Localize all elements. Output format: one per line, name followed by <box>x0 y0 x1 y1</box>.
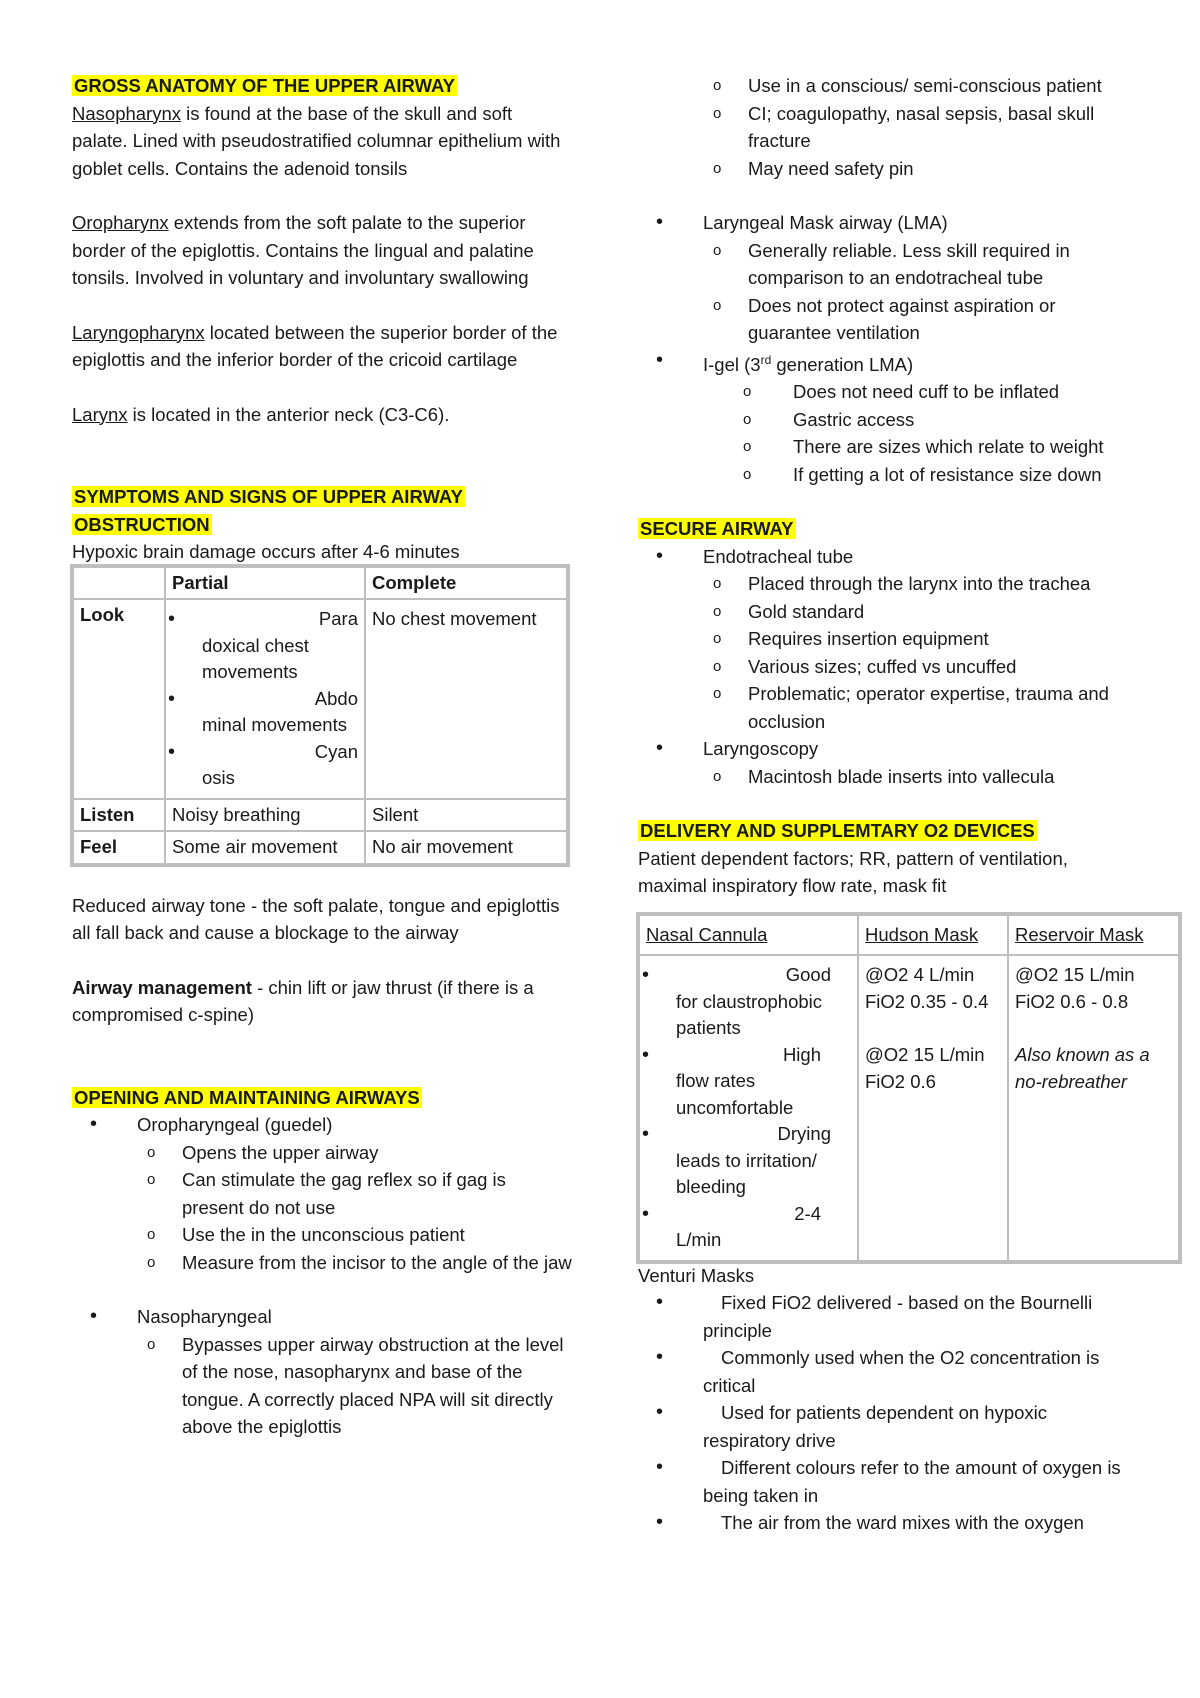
row-header-listen: Listen <box>73 799 165 832</box>
circle-bullet-icon: o <box>743 383 752 401</box>
feel-complete-cell: No air movement <box>365 831 567 864</box>
naso-list <box>72 1303 572 1441</box>
secure-list <box>638 543 1138 791</box>
bullet-icon: • <box>656 544 664 567</box>
reduced-tone-para: Reduced airway tone - the soft palate, tongue and epiglottis all fall back and cause a blockage to the airway <box>72 894 560 943</box>
list-item: o Does not protect against aspiration or guarantee ventilation <box>638 292 1138 347</box>
bullet-icon: • <box>656 1511 664 1534</box>
list-item: • The air from the ward mixes with the oxygen <box>638 1509 1138 1537</box>
list-item: • Endotracheal tube <box>638 543 1138 571</box>
circle-bullet-icon: o <box>713 685 722 703</box>
circle-bullet-icon: o <box>713 104 722 122</box>
circle-bullet-icon: o <box>743 410 752 428</box>
symptoms-intro: Hypoxic brain damage occurs after 4-6 minutes <box>72 541 460 562</box>
circle-bullet-icon: o <box>147 1143 156 1161</box>
circle-bullet-icon: o <box>147 1226 156 1243</box>
bullet-icon: • <box>642 964 650 987</box>
bullet-icon: • <box>642 1043 650 1066</box>
list-item: • Commonly used when the O2 concentration is critical <box>656 1346 1100 1396</box>
list-item: o Generally reliable. Less skill required in comparison to an endotracheal tube <box>638 237 1138 292</box>
airway-management-para: Airway management - chin lift or jaw thrust (if there is a compromised c-spine) <box>72 976 534 1025</box>
right-column <box>638 72 1150 1537</box>
npa-list <box>638 72 1138 182</box>
circle-bullet-icon: o <box>713 241 722 259</box>
circle-bullet-icon: o <box>743 465 752 483</box>
bullet-icon: • <box>90 1113 98 1135</box>
circle-bullet-icon: o <box>713 767 722 785</box>
list-item: o CI; coagulopathy, nasal sepsis, basal skull fracture <box>638 100 1138 155</box>
list-item: o Placed through the larynx into the trachea <box>638 570 1138 598</box>
obstruction-table <box>72 566 568 865</box>
left-column <box>72 72 572 1441</box>
list-item: o Requires insertion equipment <box>638 625 1138 653</box>
bullet-icon: • <box>656 211 664 233</box>
col-header-partial: Partial <box>165 567 365 600</box>
circle-bullet-icon: o <box>713 630 722 648</box>
para-laryngopharynx: Laryngopharynx located between the superior border of the epiglottis and the inferior border of the cricoid cartilage <box>72 321 558 370</box>
table-row <box>73 831 567 864</box>
list-item: • Fixed FiO2 delivered - based on the Bournelli principle <box>656 1291 1093 1341</box>
bullet-icon: • <box>168 608 176 630</box>
list-item: • 2-4 L/min <box>642 1202 821 1251</box>
o2-devices-table <box>638 914 1180 1262</box>
list-item: o May need safety pin <box>638 155 1138 183</box>
lma-list <box>638 209 1138 488</box>
list-item: • I-gel (3rd generation LMA) <box>656 348 914 375</box>
bullet-icon: • <box>642 1202 650 1225</box>
opening-list <box>72 1111 572 1276</box>
list-item: • Para doxical chest movements <box>168 608 358 682</box>
row-header-feel: Feel <box>73 831 165 864</box>
table-row <box>639 955 1179 1261</box>
bullet-icon: • <box>656 1401 664 1424</box>
circle-bullet-icon: o <box>713 602 722 620</box>
bullet-icon: • <box>168 687 176 710</box>
bullet-icon: • <box>656 1291 664 1314</box>
para-larynx: Larynx is located in the anterior neck (C3-C6). <box>72 403 450 425</box>
list-item: o Gastric access <box>638 406 1138 434</box>
list-item: o Opens the upper airway <box>72 1139 572 1167</box>
list-item: • Good for claustrophobic patients <box>642 964 831 1039</box>
bullet-icon: • <box>168 740 176 763</box>
bullet-icon: • <box>90 1305 98 1327</box>
look-complete-cell: No chest movement <box>365 599 567 799</box>
list-item: • Oropharyngeal (guedel) <box>72 1111 572 1139</box>
listen-complete-cell: Silent <box>365 799 567 832</box>
venturi-label: Venturi Masks <box>638 1264 755 1286</box>
circle-bullet-icon: o <box>713 77 722 94</box>
feel-partial-cell: Some air movement <box>165 831 365 864</box>
list-item: • Different colours refer to the amount of oxygen is being taken in <box>656 1456 1121 1506</box>
col-header-reservoir: Reservoir Mask <box>1008 915 1179 956</box>
list-item: • Nasopharyngeal <box>72 1303 572 1331</box>
section-heading-secure: SECURE AIRWAY <box>640 518 794 540</box>
list-item: o Various sizes; cuffed vs uncuffed <box>638 653 1138 681</box>
list-item: • Laryngoscopy <box>638 735 1138 763</box>
para-nasopharynx: Nasopharynx is found at the base of the skull and soft palate. Lined with pseudostratified columnar epithelium with goblet cells. Contains the adenoid tonsils <box>72 102 561 179</box>
col-header-nasal: Nasal Cannula <box>639 915 858 956</box>
bullet-icon: • <box>656 737 664 760</box>
venturi-list <box>638 1289 1138 1537</box>
section-heading-opening: OPENING AND MAINTAINING AIRWAYS <box>74 1086 420 1108</box>
nasal-cell <box>639 955 858 1261</box>
list-item: • Used for patients dependent on hypoxic respiratory drive <box>656 1401 1048 1451</box>
table-row <box>73 567 567 600</box>
circle-bullet-icon: o <box>713 159 722 177</box>
bullet-icon: • <box>642 1123 650 1146</box>
table-row <box>73 599 567 799</box>
row-header-look: Look <box>73 599 165 799</box>
circle-bullet-icon: o <box>743 438 752 456</box>
list-item: o Gold standard <box>638 598 1138 626</box>
circle-bullet-icon: o <box>713 296 722 314</box>
list-item: • Cyan osis <box>168 740 358 788</box>
section-heading-anatomy: GROSS ANATOMY OF THE UPPER AIRWAY <box>74 75 456 96</box>
circle-bullet-icon: o <box>713 575 722 593</box>
bullet-icon: • <box>656 348 664 371</box>
list-item: o Does not need cuff to be inflated <box>638 378 1138 406</box>
list-item: • Abdo minal movements <box>168 687 358 735</box>
list-item: o Measure from the incisor to the angle of the jaw <box>72 1249 572 1277</box>
list-item: o There are sizes which relate to weight <box>638 433 1138 461</box>
list-item: o Problematic; operator expertise, trauma and occlusion <box>638 680 1138 735</box>
list-item: o If getting a lot of resistance size down <box>638 461 1138 489</box>
listen-partial-cell: Noisy breathing <box>165 799 365 832</box>
list-item: o Bypasses upper airway obstruction at the level of the nose, nasopharynx and base of the tongue. A correctly placed NPA will sit directly above the epiglottis <box>72 1331 572 1441</box>
reservoir-cell: @O2 15 L/min FiO2 0.6 - 0.8 Also known as a no-rebreather <box>1008 955 1179 1261</box>
section-heading-symptoms-2: OBSTRUCTION <box>74 513 210 535</box>
circle-bullet-icon: o <box>147 1335 156 1353</box>
list-item: o Use in a conscious/ semi-conscious patient <box>638 72 1138 100</box>
table-row <box>73 799 567 832</box>
list-item: o Can stimulate the gag reflex so if gag is present do not use <box>72 1166 572 1221</box>
para-oropharynx: Oropharynx extends from the soft palate to the superior border of the epiglottis. Contains the lingual and palatine tonsils. Involved in voluntary and involuntary swallowing <box>72 212 534 288</box>
section-heading-symptoms: SYMPTOMS AND SIGNS OF UPPER AIRWAY <box>74 486 463 507</box>
circle-bullet-icon: o <box>713 657 722 675</box>
list-item: • Drying leads to irritation/ bleeding <box>642 1123 831 1198</box>
circle-bullet-icon: o <box>147 1171 156 1188</box>
list-item: • Laryngeal Mask airway (LMA) <box>638 209 1138 237</box>
col-header-complete: Complete <box>365 567 567 600</box>
table-row <box>639 915 1179 956</box>
list-item: • High flow rates uncomfortable <box>642 1043 821 1118</box>
hudson-cell: @O2 4 L/min FiO2 0.35 - 0.4 @O2 15 L/min FiO2 0.6 <box>858 955 1008 1261</box>
bullet-icon: • <box>656 1346 664 1369</box>
delivery-intro: Patient dependent factors; RR, pattern of ventilation, maximal inspiratory flow rate, mask fit <box>638 847 1068 897</box>
look-partial-cell <box>165 599 365 799</box>
section-heading-delivery: DELIVERY AND SUPPLEMTARY O2 DEVICES <box>640 820 1035 842</box>
circle-bullet-icon: o <box>147 1253 156 1271</box>
list-item: o Use the in the unconscious patient <box>72 1221 572 1249</box>
list-item: o Macintosh blade inserts into vallecula <box>638 763 1138 791</box>
bullet-icon: • <box>656 1456 664 1479</box>
col-header-hudson: Hudson Mask <box>858 915 1008 956</box>
